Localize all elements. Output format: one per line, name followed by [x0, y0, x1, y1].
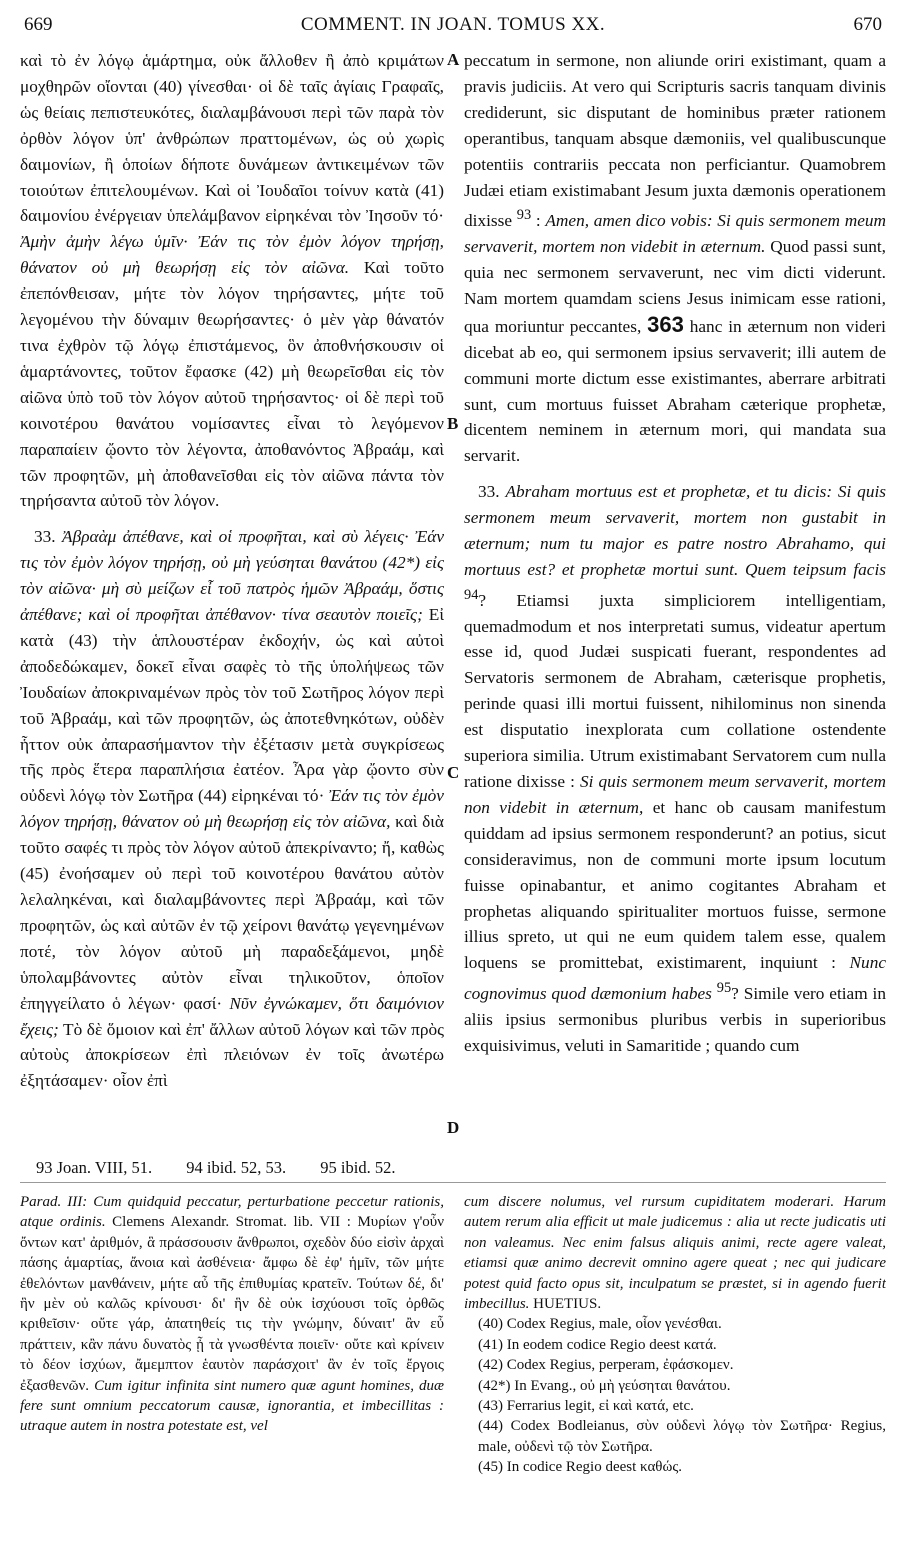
greek-paragraph-1 — [20, 48, 444, 514]
greek-text: Εἰ κατὰ (43) τὴν ἁπλουστέραν ἐκδοχήν, ὡς καὶ αὐτοὶ ἀποδεδώκαμεν, δοκεῖ εἶναι σαφὲς τὸ τῆς ὑπολήψεως τῶν Ἰουδαίων ἀποκριναμένων πρὸς τὸν τοῦ Σωτῆρος λόγον περὶ τοῦ Ἀβραάμ, καὶ τῶν προφητῶν, ὡς ἀποτεθνηκότων, οὐδὲν ἧττον οὐκ ἀπαρασήμαντον τὴν ἐξέτασιν μετὰ συγκρίσεως τῆς πρὸς ἕτερα παραπλήσια ἐατέον. Ἆρα γὰρ ᾤοντο σὺν οὐδενὶ λόγῳ τὸν Σωτῆρα (44) εἰρηκέναι τό· — [20, 605, 444, 806]
latin-text: et hanc ob causam manifestum quiddam ad ipsius sermonem responderunt? an potius, sicut consideravimus, non de communi morte ipsum locutum fuisse opinabantur, et animo cogitantes Abraham et prophetas aliquando spiritualiter mortuos fuisse, sermone illius spreto, ut qui ne eum quidem talem esse, qualem loquens se promittebat, existimarent, inquiunt : — [464, 797, 886, 973]
greek-column — [20, 48, 444, 1140]
note-paragraph — [20, 1192, 444, 1437]
latin-text: ? Simile vero etiam in aliis ipsius sermonibus pluribus verbis in superioribus exquisivimus, veluti in Samaritide ; quando cum — [464, 984, 886, 1055]
variant-note-43: (43) Ferrarius legit, εἰ καὶ κατά, etc. — [478, 1398, 694, 1415]
greek-quote: Ἀμὴν ἀμὴν λέγω ὑμῖν· Ἐάν τις τὸν ἐμὸν λόγον τηρήσῃ, θάνατον οὐ μὴ θεωρήσῃ εἰς τὸν αἰῶνα. — [20, 232, 444, 278]
footnote-93: 93 Joan. VIII, 51. — [36, 1158, 153, 1177]
notes-left-column — [20, 1192, 444, 1552]
latin-quote: Si quis sermonem meum servaverit, mortem non videbit in æternum, — [464, 772, 886, 817]
greek-text: καὶ διὰ τοῦτο σαφές τι πρὸς τὸν λόγον αὐτοῦ ἀπεκρίναντο; ἤ, καθὼς (45) ἐνοήσαμεν οὐ περὶ τοῦ κοινοτέρου θανάτου αὐτὸν λελαληκέναι, καὶ διαλαμβάνοντες περὶ Ἀβραάμ, καὶ τῶν προφητῶν, ὡς καὶ αὐτῶν ἐν τῷ χείρονι θανάτῳ γεγενημένων ποτέ, τὸν λόγον αὐτοῦ μὴ παραδεξάμενοι, μηδὲ ὑπολαμβάνοντες αὐτὸν εἶναι τηλικοῦτον, ὁποῖον ἐπηγγείλατο ὁ λέγων· φασί· — [20, 812, 444, 1013]
latin-quote: Nunc cognovimus quod dæmonium habes — [464, 953, 886, 1004]
footnotes — [36, 1158, 886, 1178]
latin-quote: Abraham mortuus est et prophetæ, et tu dicis: Si quis sermonem meum servaverit, mortem non gustabit in æternum; num tu major es patre nostro Abrahamo, qui mortuus est? et prophetæ mortui sunt. Quem teipsum facis — [464, 482, 886, 579]
margin-marker-d: D — [447, 1118, 460, 1137]
latin-paragraph-33 — [464, 479, 886, 1058]
latin-paragraph-1: peccatum in sermone, non aliunde oriri existimant, quam a pravis judiciis. At vero qui Scripturis sacris tanquam divinis crediderunt, sic disputant de hominibus præter rationem operantibus, tanquam absque dæmoniis, vel qualibuscunque potentiis contrariis peccata non perficiantur. Quamobrem Judæi etiam existimabant Jesum juxta dæmonis operationem dixisse $^{93}$ : Amen, amen dico vobis: Si quis sermonem meum servaverit, mortem non videbit in æternum. Quod passi sunt, quia nec sermonem servaverunt, nec vim dicti viderunt. Nam mortem quamdam sciens Jesus inimicam esse rationi, qua moriuntur peccantes, 363 hanc in æternum non videri dicebat ab eo, qui sermonem ipsius servaverit; illi autem de communi morte dictum esse existimantes, aberrare arbitrati sunt, cum mortuus fuisset Abraham cæterique prophetæ, dicentem neminem in æternum mori, qui mandata sua servarit. — [464, 51, 886, 466]
note-italic: Cum quidquid peccatur, perturbatione peccetur rationis, atque ordinis. — [20, 1194, 444, 1231]
variant-note-44: (44) Codex Bodleianus, σὺν οὐδενὶ λόγῳ τὸν Σωτῆρα· Regius, male, οὐδενὶ τῷ τὸν Σωτῆρα. — [478, 1418, 886, 1455]
margin-marker-b: B — [447, 414, 459, 433]
note-italic: Cum igitur infinita sint numero quæ agunt homines, duæ fere sunt omnium peccatorum causæ, ignorantia, et imbecillitas : utraque autem in nostra potestate est, vel — [20, 1377, 444, 1435]
latin-text: Quod passi sunt, quia nec sermonem servaverunt, nec vim dicti viderunt. Nam mortem quamdam sciens Jesus inimicam esse rationi, qua moriuntur peccantes, — [464, 237, 886, 336]
greek-quote: Νῦν ἐγνώκαμεν, ὅτι δαιμόνιον ἔχεις; — [20, 993, 444, 1039]
left-page-number: 669 — [24, 14, 53, 35]
greek-text: καὶ τὸ ἐν λόγῳ ἁμάρτημα, οὐκ ἄλλοθεν ἢ ἀπὸ κριμάτων μοχθηρῶν οἴονται (40) γίνεσθαι· οἱ δὲ ταῖς ἁγίαις Γραφαῖς, ὡς θείαις πεπιστευκότες, διαλαμβάνουσι περὶ τῶν παρὰ τὸν ὀρθὸν λόγον ὑπ' ἀνθρώπων πραττομένων, ὡς οὐ χωρὶς δαιμονίων, ἢ ὁποίων δήποτε δυνάμεων ἀντικειμένων τῶν τοιούτων ἐπιτελουμένων. Καὶ οἱ Ἰουδαῖοι τοίνυν κατὰ (41) δαιμονίου ἐνέργειαν ὑπελάμβανον εἰρηκέναι τὸν Ἰησοῦν τό· — [20, 51, 444, 226]
latin-quote: Amen, amen dico vobis: Si quis sermonem meum servaverit, mortem non videbit in æternum. — [464, 211, 886, 257]
greek-text: Τὸ δὲ ὅμοιον καὶ ἐπ' ἄλλων αὐτοῦ λόγων καὶ τῶν πρὸς αὐτοὺς ἀποκρίσεων ἐπὶ πλειόνων ἐν τοῖς ἀνωτέρω ἐξητάσαμεν· οἷον ἐπὶ — [20, 1019, 444, 1091]
footnote-ref: 95 — [716, 980, 732, 997]
variant-note-42: (42) Codex Regius, perperam, ἐφάσκομεν. — [478, 1357, 734, 1374]
footnote-95: 95 ibid. 52. — [320, 1158, 396, 1177]
latin-text: hanc in æternum non videri dicebat ab eo, qui sermonem ipsius servaverit; illi autem de communi morte dictum esse existimantes, aberrare arbitrati sunt, cum mortuus fuisset Abraham cæterique prophetæ, dicentem neminem in æternum mori, qui mandata sua servarit. — [464, 316, 886, 466]
variant-note-41: (41) In eodem codice Regio deest κατά. — [478, 1336, 717, 1353]
note-signature: HUETIUS. — [533, 1296, 602, 1313]
variant-note-40: (40) Codex Regius, male, οἷον γενέσθαι. — [478, 1316, 722, 1333]
column-number: 363 — [647, 311, 684, 337]
note-paragraph — [464, 1192, 886, 1314]
section-number: 33. — [478, 482, 500, 502]
margin-marker-c: C — [447, 763, 460, 782]
right-page-number: 670 — [853, 14, 882, 35]
footnote-ref: 94 — [464, 586, 479, 603]
variant-note-45: (45) In codice Regio deest καθώς. — [478, 1459, 683, 1476]
note-text: Clemens Alexandr. Stromat. lib. VII : Μυρίων γ'οὖν ὄντων κατ' ἀριθμόν, ἃ πράσσουσιν ἄνθρωποι, σχεδὸν δύο εἰσὶν ἀρχαὶ πάσης ἁμαρτίας, ἄνοια καὶ ἀσθένεια· ἄμφω δὲ ἐφ' ἡμῖν, τῶν μήτε ἐθελόντων μανθάνειν, μήτε αὖ τῆς ἐπιθυμίας κρατεῖν. Τούτων δέ, δι' ἣν μὲν οὐ καλῶς κρίνουσι· δι' ἣν δὲ οὐκ ἰσχύουσι τοῖς ὀρθῶς κριθεῖσιν· οὔτε γάρ, ἀπατηθείς τις τὴν γνώμην, δύναιτ' ἂν εὖ πράττειν, κἂν πάνυ δυνατὸς ᾖ τὰ γνωσθέντα ποιεῖν· οὔτε καὶ κρίνειν τὸ δέον ἰσχύων, ἄμεμπτον ἑαυτὸν παράσχοιτ' ἂν ἐν τοῖς ἔργοις ἐξασθενῶν. — [20, 1214, 444, 1394]
variant-note-42b: (42*) In Evang., οὐ μὴ γεύσηται θανάτου. — [478, 1377, 731, 1394]
greek-quote: Ἀβραὰμ ἀπέθανε, καὶ οἱ προφῆται, καὶ σὺ λέγεις· Ἐάν τις τὸν ἐμὸν λόγον τηρήσῃ, οὐ μὴ γεύσηται θανάτου (42*) εἰς τὸν αἰῶνα· μὴ σὺ μείζων εἶ τοῦ πατρὸς ἡμῶν Ἀβραάμ, ὅστις ἀπέθανε; καὶ οἱ προφῆται ἀπέθανον· τίνα σεαυτὸν ποιεῖς; — [20, 527, 444, 625]
footnote-ref: 93 — [516, 207, 532, 224]
note-lead: Parad. III: — [20, 1194, 88, 1210]
greek-paragraph-33 — [20, 524, 444, 1094]
note-italic: cum discere nolumus, vel rursum cupiditatem moderari. Harum autem rerum alia efficit ut male judicemus : alia ut recte judicatis uti non valeamus. Nec enim falsus aliquis animi, recte agere valeat, etiamsi quæ animo decrevit omnino agere queat ; nec qui judicare potest quid facto opus sit, inculpatum se præstet, si in agendo fuerit imbecillus. — [464, 1194, 886, 1313]
notes-right-column — [464, 1192, 886, 1552]
greek-quote: Ἐάν τις τὸν ἐμὸν λόγον τηρήσῃ, θάνατον οὐ μὴ θεωρήσῃ εἰς τὸν αἰῶνα, — [20, 786, 444, 832]
margin-marker-a: A — [447, 50, 460, 69]
section-number: 33. — [34, 527, 56, 547]
running-title: COMMENT. IN JOAN. TOMUS XX. — [300, 14, 606, 35]
latin-text: peccatum in sermone, non aliunde oriri existimant, quam a pravis judiciis. At vero qui Scripturis sacris tanquam divinis crediderunt, sic disputant de hominibus præter rationem operantibus, tanquam absque dæmoniis, vel qualibuscunque potentiis contrariis peccata non perficiantur. Quamobrem Judæi etiam existimabant Jesum juxta dæmonis operationem dixisse — [464, 51, 886, 231]
footnote-94: 94 ibid. 52, 53. — [186, 1158, 287, 1177]
page-header — [24, 14, 882, 44]
notes-divider — [20, 1182, 886, 1183]
latin-text: ? Etiamsi juxta simpliciorem intelligentiam, quemadmodum et nos interpretati sumus, videatur apertum esse id, quod Judæi suspicati fuerant, respondentes ad Servatoris sermonem de Abraham, cæterisque prophetis, perinde quasi illi mortui fuissent, nihilominus non sinenda est disputatio inexplorata cum collatione ostendente superiora similia. Utrum existimabant Servatorem cum nulla ratione dixisse : — [464, 590, 886, 791]
latin-column — [464, 48, 886, 1140]
greek-text: Καὶ τοῦτο ἐπεπόνθεισαν, μήτε τὸν λόγον τηρήσαντες, μήτε τοῦ λεγομένου τὴν δύναμιν θεωρήσαντες· ὁ μὲν γὰρ θάνατόν τινα ἐχθρὸν τῷ λόγῳ ἐπιστάμενος, ὃν ἀποθνήσκουσιν οἱ ἁμαρτάνοντες, τοῦτον ἔφασκε (42) μὴ θεωρεῖσθαι εἰς τὸν αἰῶνα ὑπὸ τοῦ τὸν λόγον αὐτοῦ τηρήσαντος· οἱ δὲ περὶ τοῦ κοινοτέρου θανάτου νομίσαντες εἶναι τὸ λεγόμενον παραπαίειν ᾤοντο τὸν λέγοντα, ἀποθανόντος Ἀβραάμ, καὶ τῶν προφητῶν, μὴ ἀποθανεῖσθαι εἰς τὸν αἰῶνα πάντα τὸν τηρήσαντα αὐτοῦ τὸν λόγον. — [20, 258, 444, 511]
